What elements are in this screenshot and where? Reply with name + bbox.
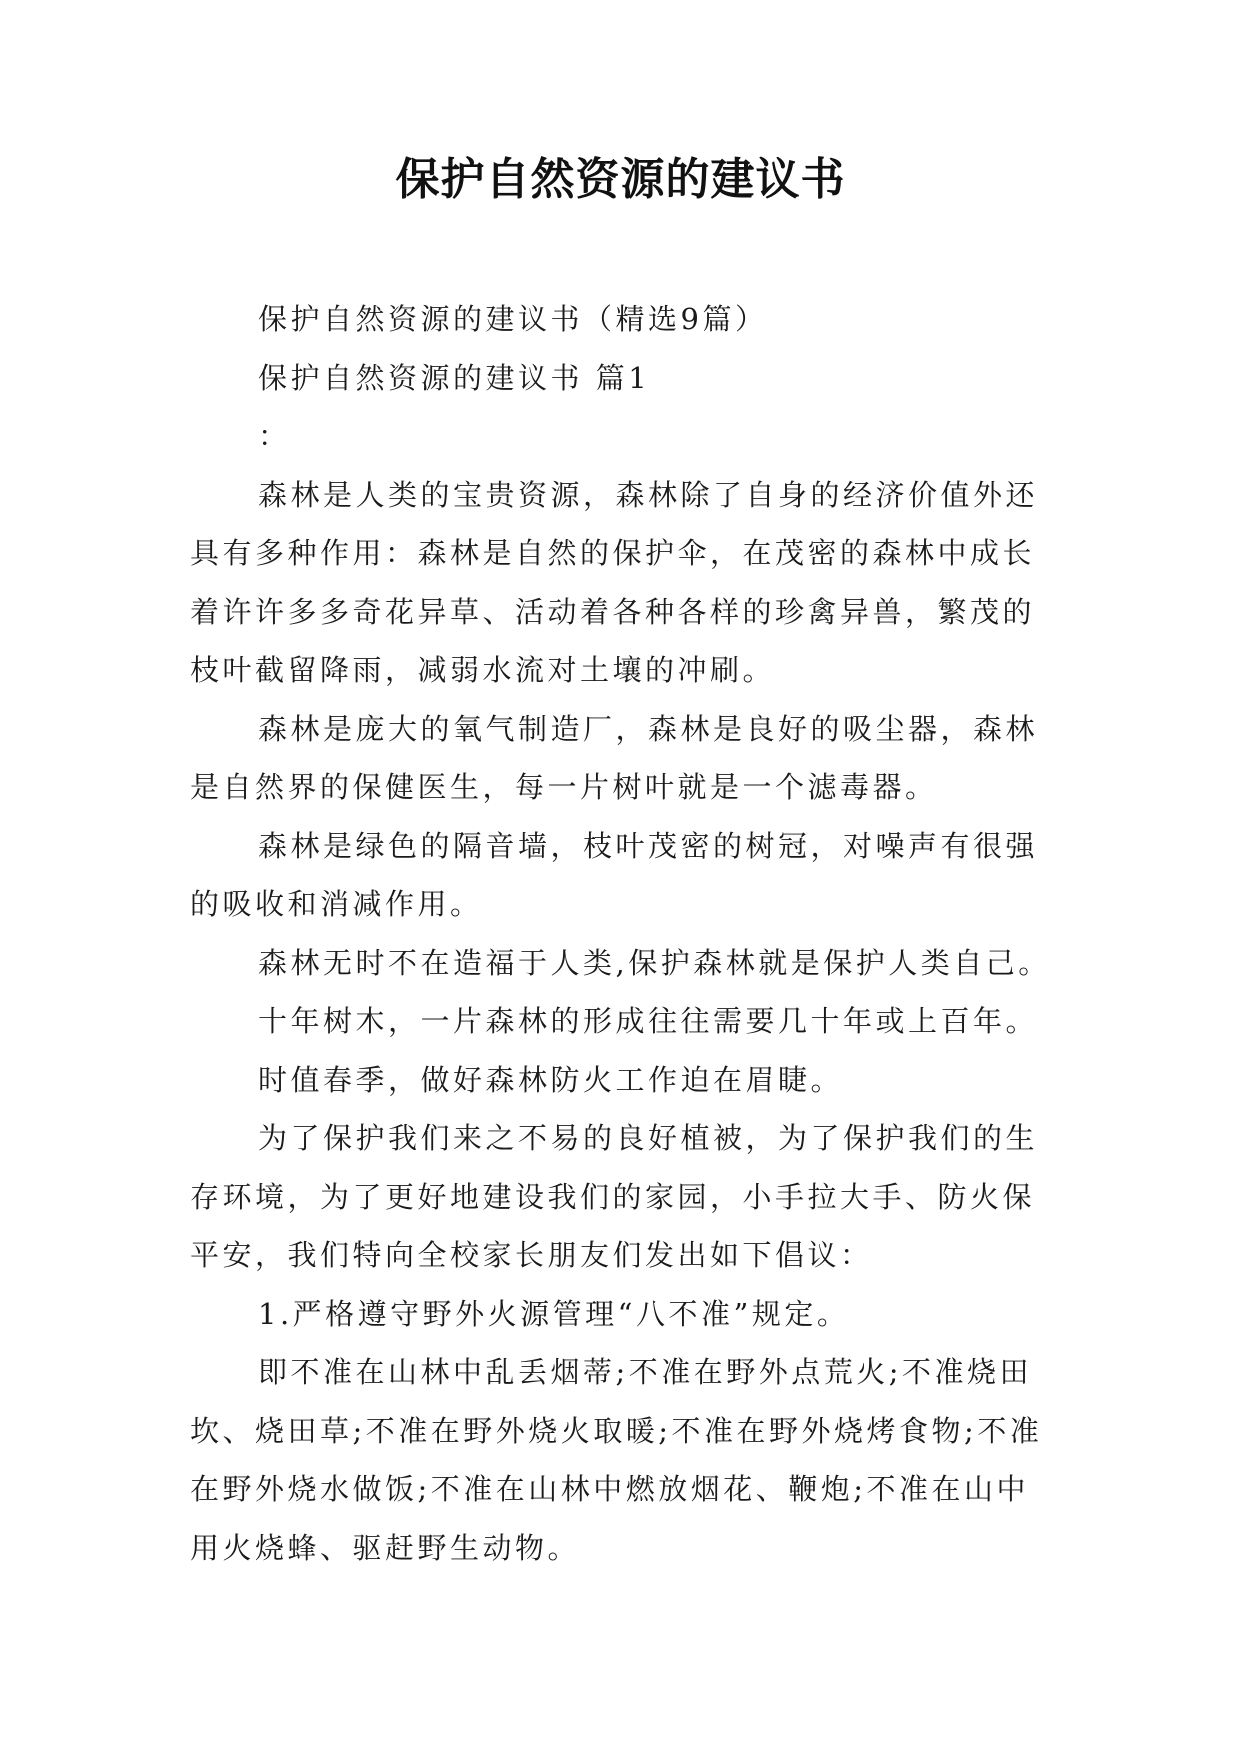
paragraph: 森林无时不在造福于人类,保护森林就是保护人类自己。 xyxy=(258,945,1051,980)
paragraph: 即不准在山林中乱丢烟蒂;不准在野外点荒火;不准烧田坎、烧田草;不准在野外烧火取暖;不准在野外烧烤食物;不准在野外烧水做饭;不准在山林中燃放烟花、鞭炮;不准在山中用火烧蜂、驱赶野生动物。 xyxy=(190,1355,1043,1565)
subtitle-line: 保护自然资源的建议书（精选9篇） xyxy=(258,302,768,336)
paragraph: 十年树木，一片森林的形成往往需要几十年或上百年。 xyxy=(258,1004,1039,1038)
colon-line: ： xyxy=(258,419,291,453)
paragraph: 森林是庞大的氧气制造厂，森林是良好的吸尘器，森林是自然界的保健医生，每一片树叶就是一个滤毒器。 xyxy=(190,711,1039,804)
paragraph: 时值春季，做好森林防火工作迫在眉睫。 xyxy=(258,1062,844,1097)
paragraph: 为了保护我们来之不易的良好植被，为了保护我们的生存环境，为了更好地建设我们的家园，小手拉大手、防火保平安，我们特向全校家长朋友们发出如下倡议： xyxy=(190,1121,1039,1272)
document-body xyxy=(190,290,1060,1577)
section-heading: 保护自然资源的建议书 篇1 xyxy=(258,360,651,395)
paragraph: 森林是人类的宝贵资源，森林除了自身的经济价值外还具有多种作用：森林是自然的保护伞，在茂密的森林中成长着许许多多奇花异草、活动着各种各样的珍禽异兽，繁茂的枝叶截留降雨，减弱水流对土壤的冲刷。 xyxy=(190,477,1039,687)
paragraph: 1.严格遵守野外火源管理“八不准”规定。 xyxy=(258,1296,850,1331)
document-title: 保护自然资源的建议书 xyxy=(395,154,846,205)
paragraph: 森林是绿色的隔音墙，枝叶茂密的树冠，对噪声有很强的吸收和消减作用。 xyxy=(190,828,1039,921)
